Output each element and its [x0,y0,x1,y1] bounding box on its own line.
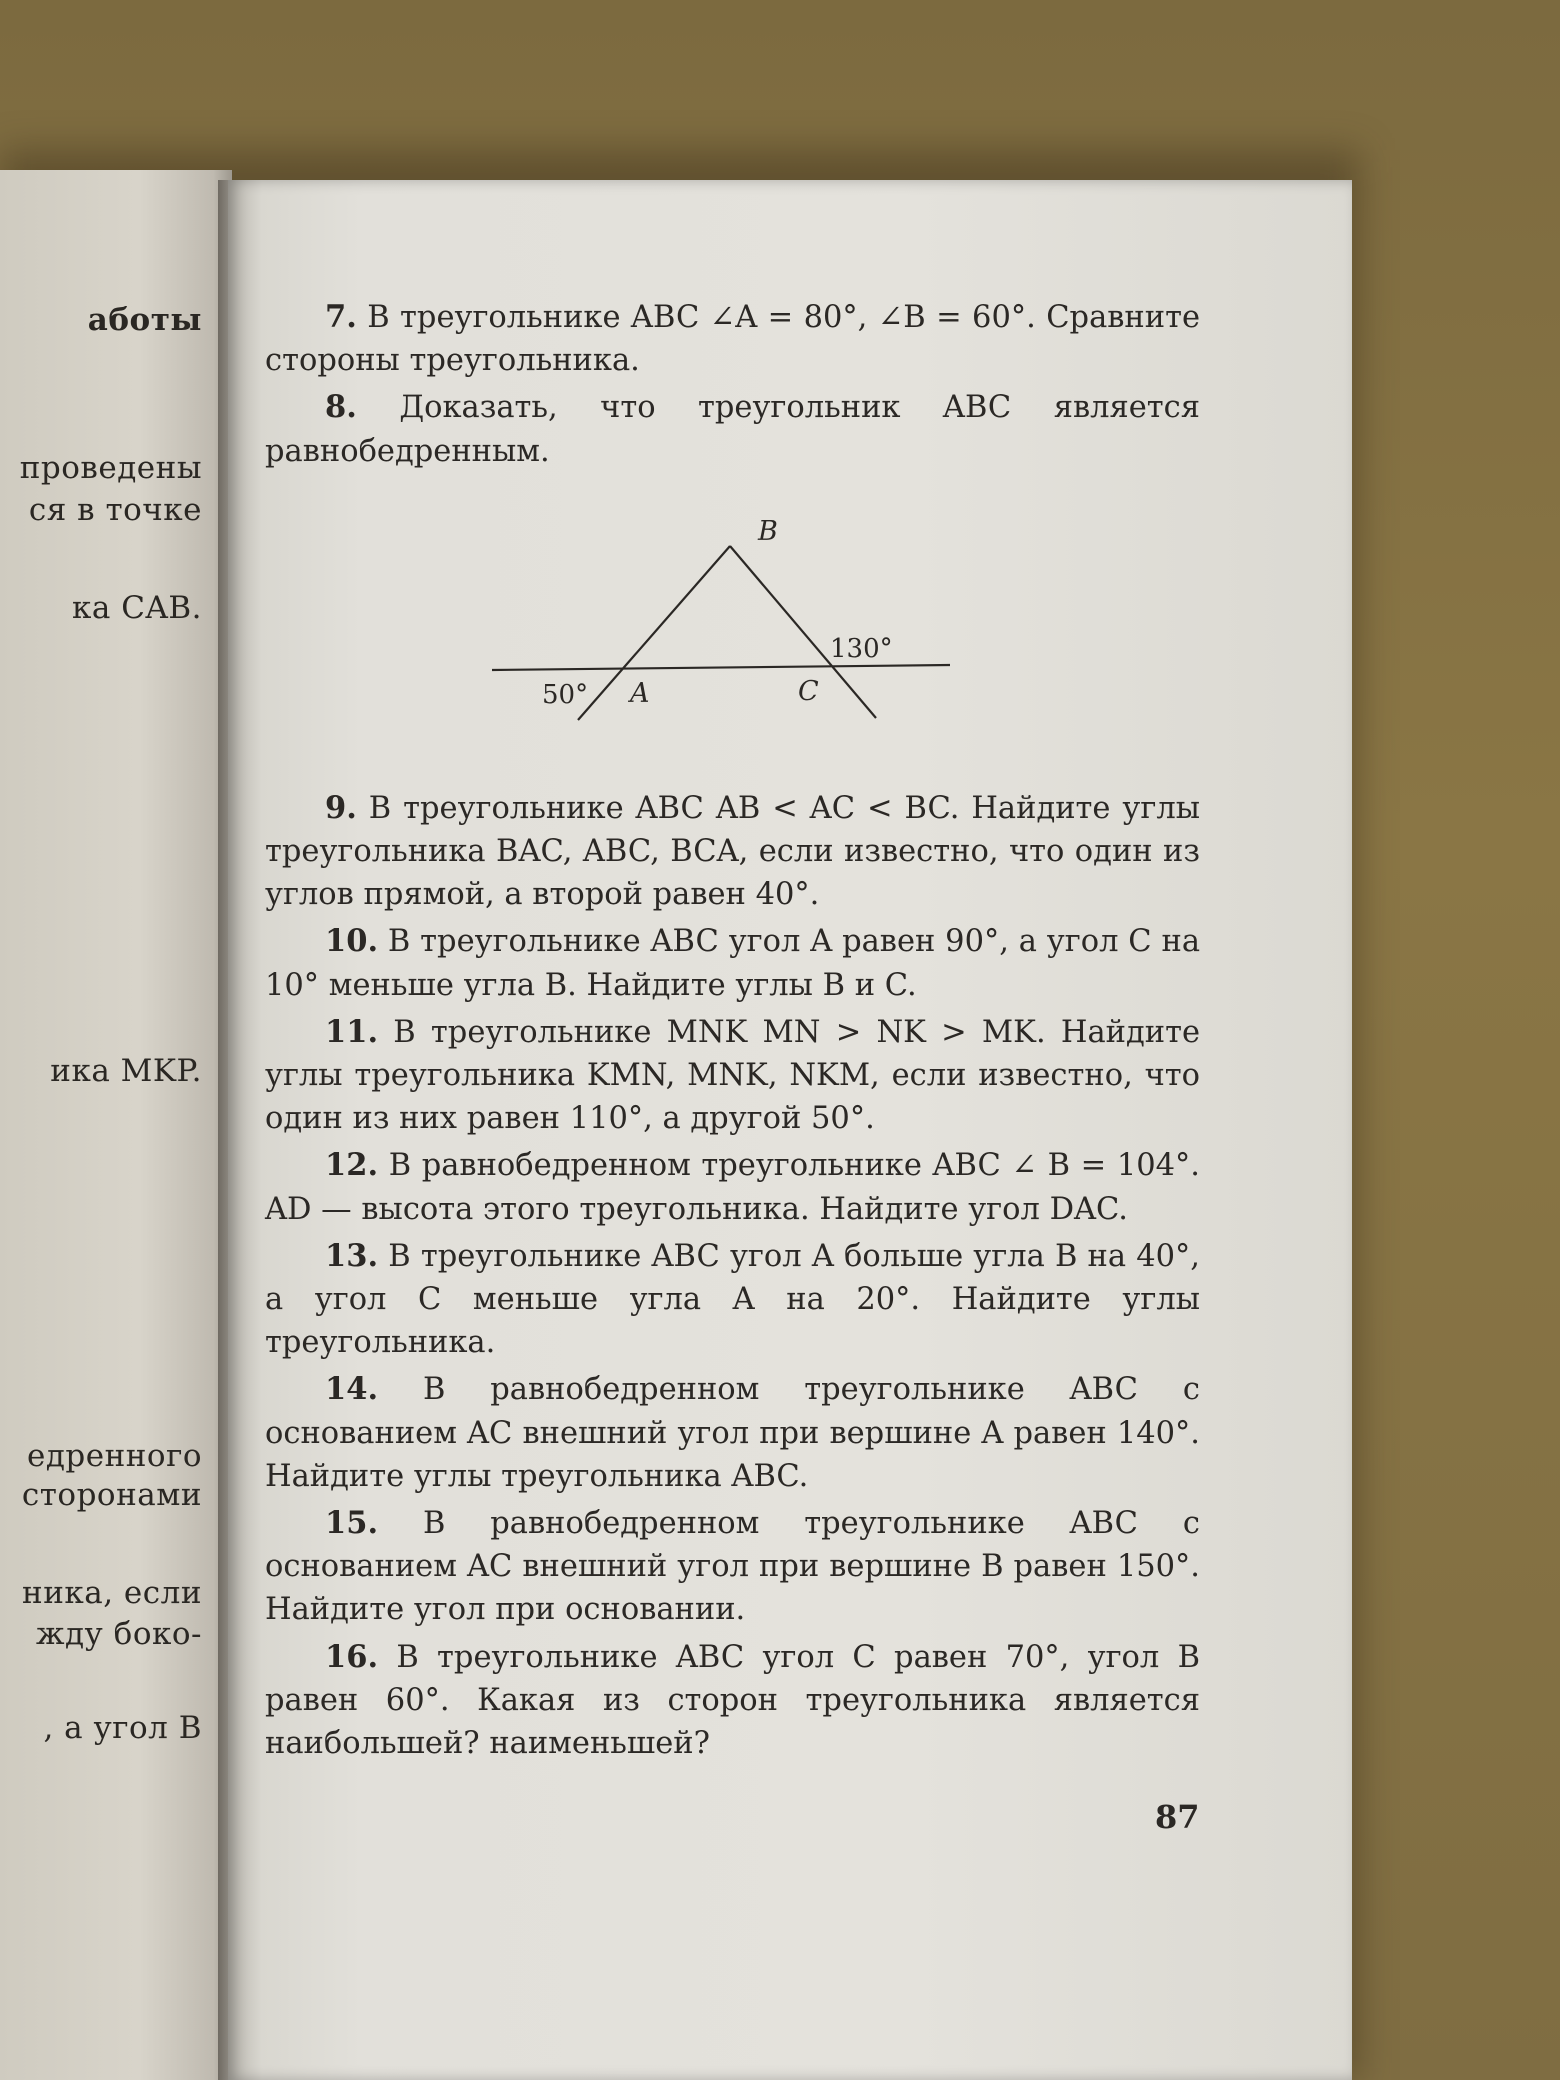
problem-16 [265,1636,1200,1766]
problem-14 [265,1368,1200,1498]
left-line-6: едренного [26,1438,202,1474]
problem-7 [265,296,1200,382]
problem-8 [265,386,1200,472]
left-line-1: аботы [87,302,202,338]
problem-15 [265,1502,1200,1632]
problem-text: В треугольнике ABC угол A равен 90°, а угол C на 10° меньше угла B. Найдите углы B и C. [265,924,1201,1003]
problem-number: 13. [325,1237,379,1274]
problem-text: В треугольнике ABC ∠A = 80°, ∠B = 60°. Сравните стороны треугольника. [265,300,1200,379]
problem-number: 8. [325,389,357,426]
base-line [492,665,950,670]
left-line-5: ика MKP. [50,1053,202,1089]
side-ab [578,546,730,720]
problem-number: 10. [325,923,379,960]
problem-text: В треугольнике MNK MN > NK > MK. Найдите углы треугольника KMN, MNK, NKM, если известно, что один из них равен 110°, а другой 50°. [265,1014,1201,1137]
left-line-7: сторонами [21,1477,202,1513]
label-c: C [798,676,819,707]
problem-text: В равнобедренном треугольнике ABC с основанием AC внешний угол при вершине B равен 150°. Найдите угол при основании. [265,1506,1200,1628]
left-line-2: проведены [19,450,202,486]
label-b: B [758,516,778,547]
problem-9 [265,787,1200,917]
left-line-3: ся в точке [28,492,202,528]
problem-13 [265,1235,1200,1365]
left-line-10: , а угол B [43,1710,202,1746]
problem-number: 9. [325,789,357,826]
page-number: 87 [1155,1798,1200,1836]
problem-number: 14. [325,1371,379,1408]
angle-label-50: 50° [542,680,589,710]
label-a: A [630,678,650,709]
problem-text: В равнобедренном треугольнике ABC с основанием AC внешний угол при вершине A равен 140°. Найдите углы треугольника ABC. [265,1372,1200,1494]
problem-number: 12. [325,1147,379,1184]
problem-number: 16. [325,1638,379,1675]
angle-label-130: 130° [830,634,893,664]
problem-text: В треугольнике ABC угол A больше угла B на 40°, а угол C меньше угла A на 20°. Найдите углы треугольника. [265,1238,1200,1361]
problem-text: В треугольнике ABC AB < AC < BC. Найдите углы треугольника BAC, ABC, BCA, если известно, что один из углов прямой, а второй равен 40°. [265,790,1200,913]
problem-text: В равнобедренном треугольнике ABC ∠ B = 104°. AD — высота этого треугольника. Найдите угол DAC. [265,1148,1200,1227]
problem-number: 7. [325,299,357,335]
left-line-8: ника, если [22,1575,202,1611]
left-page [0,170,232,2080]
problem-number: 11. [325,1013,379,1050]
triangle-figure [490,510,950,740]
problem-text: Доказать, что треугольник ABC является равнобедренным. [265,390,1200,469]
problem-11 [265,1011,1200,1141]
problem-text: В треугольнике ABC угол C равен 70°, угол B равен 60°. Какая из сторон треугольника является наибольшей? наименьшей? [265,1639,1200,1762]
left-line-4: ка CAB. [72,590,202,626]
problem-12 [265,1144,1200,1230]
problem-number: 15. [325,1505,379,1542]
problem-10 [265,920,1200,1006]
left-line-9: жду боко- [35,1616,202,1652]
